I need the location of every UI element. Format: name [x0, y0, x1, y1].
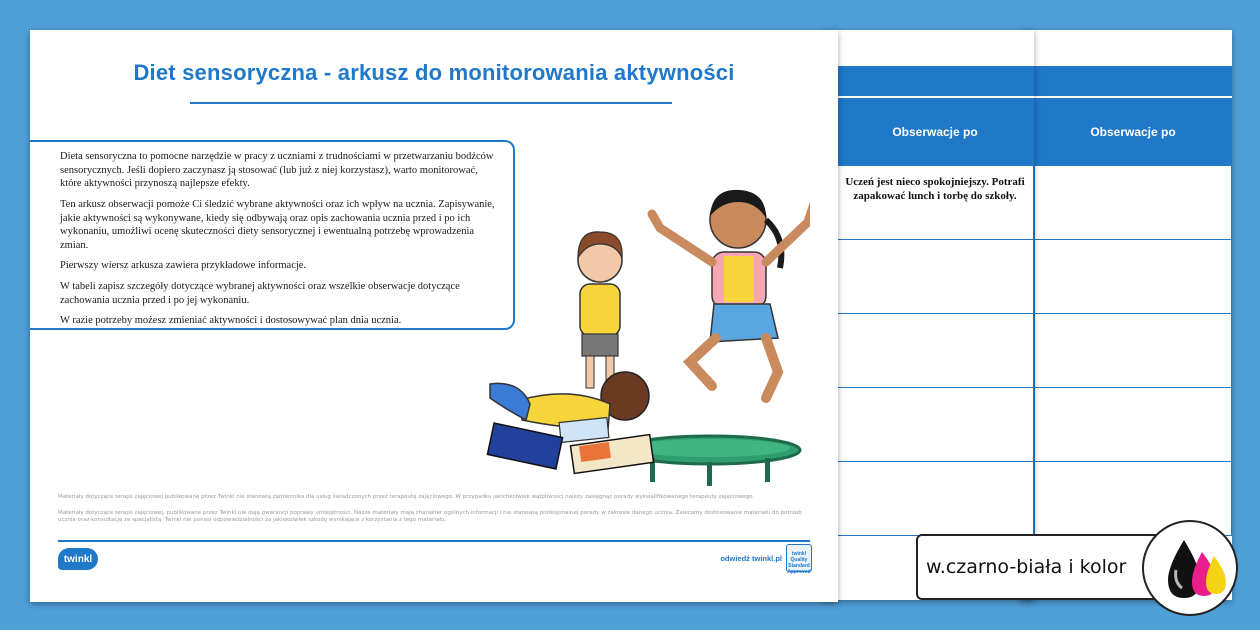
observation-table — [836, 66, 1034, 530]
worksheet-front-page — [30, 30, 838, 602]
table-row — [836, 314, 1034, 388]
intro-text-box — [30, 140, 515, 330]
children-illustration — [460, 158, 810, 488]
disclaimer-text-2: Materiały dotyczące terapii zajęciowej, publikowane przez Twinkl nie dają gwarancji poprawy umiejętności. Nasze materiały mają charakter ogólnych informacji i nie stanowią profesjonalnej porady w zakresie danego ucznia. Zalecamy dostosowanie materiału do potrzeb ucznia oraz konsultację ze specjalistą. Twinkl nie ponosi odpowiedzialności za jakiekolwiek szkody wynikające z korzystania z tego materiału. — [58, 510, 802, 524]
column-header-observations-after: Obserwacje po — [836, 96, 1034, 166]
table-row — [1034, 166, 1232, 240]
table-row — [1034, 388, 1232, 462]
page-title: Diet sensoryczna - arkusz do monitorowania aktywności — [133, 60, 735, 85]
quality-badge-icon: twinkl Quality Standard Approved — [786, 544, 812, 572]
intro-paragraph: Ten arkusz obserwacji pomoże Ci śledzić wybrane aktywności oraz ich wpływ na ucznia. Zapisywanie, jakie aktywności są wykonywane, kiedy się odbywają oraz opis zachowania ucznia przed i po ich wykonaniu, umożliwi ocenę skuteczności diety sensorycznej i ewentualną potrzebę wprowadzenia zmian. — [60, 198, 495, 251]
table-top-band — [1034, 66, 1232, 96]
observation-table — [1034, 66, 1232, 530]
format-label: w.czarno-biała i kolor — [916, 534, 1216, 600]
disclaimer-text-1: Materiały dotyczące terapii zajęciowej publikowane przez Twinkl nie stanowią zamiennika dla usług świadczonych przez terapeutę zajęciowego. W przypadku jakichkolwiek wątpliwości należy zasięgnąć porady wykwalifikowanego terapeuty zajęciowego. — [58, 494, 755, 500]
twinkl-logo: twinkl — [58, 548, 98, 570]
standing-child-image — [578, 232, 622, 388]
table-row — [1034, 314, 1232, 388]
table-row-example: Uczeń jest nieco spokojniejszy. Potrafi zapakować lunch i torbę do szkoły. — [836, 166, 1034, 240]
visit-website-link[interactable]: odwiedź twinkl.pl — [720, 554, 782, 563]
column-header-observations-after: Obserwacje po — [1034, 96, 1232, 166]
table-row — [1034, 240, 1232, 314]
table-row — [836, 240, 1034, 314]
jumping-child-image — [652, 190, 810, 398]
table-top-band — [836, 66, 1034, 96]
intro-paragraph: W tabeli zapisz szczegóły dotyczące wybranej aktywności oraz wszelkie obserwacje dotyczące zachowania ucznia przed i po jej wykonaniu. — [60, 281, 460, 306]
intro-paragraph: Dieta sensoryczna to pomocne narzędzie w pracy z uczniami z trudnościami w przetwarzaniu bodźców sensorycznych. Jeśli dopiero zaczynasz ją stosować (lub już z niej korzystasz), warto monitorować, które aktywności przynoszą najlepsze efekty. — [60, 151, 494, 190]
title-underline — [190, 102, 672, 104]
ink-drops-graphic — [1144, 522, 1238, 616]
intro-paragraph: Pierwszy wiersz arkusza zawiera przykładowe informacje. — [60, 260, 307, 272]
footer-divider — [58, 540, 810, 542]
worksheet-back-page-2 — [1020, 30, 1232, 600]
intro-paragraph: W razie potrzeby możesz zmieniać aktywności i dostosowywać plan dnia ucznia. — [60, 315, 402, 327]
table-row — [836, 388, 1034, 462]
ink-drops-icon — [1142, 520, 1238, 616]
table-row — [836, 462, 1034, 536]
worksheet-back-page-1 — [822, 30, 1034, 600]
